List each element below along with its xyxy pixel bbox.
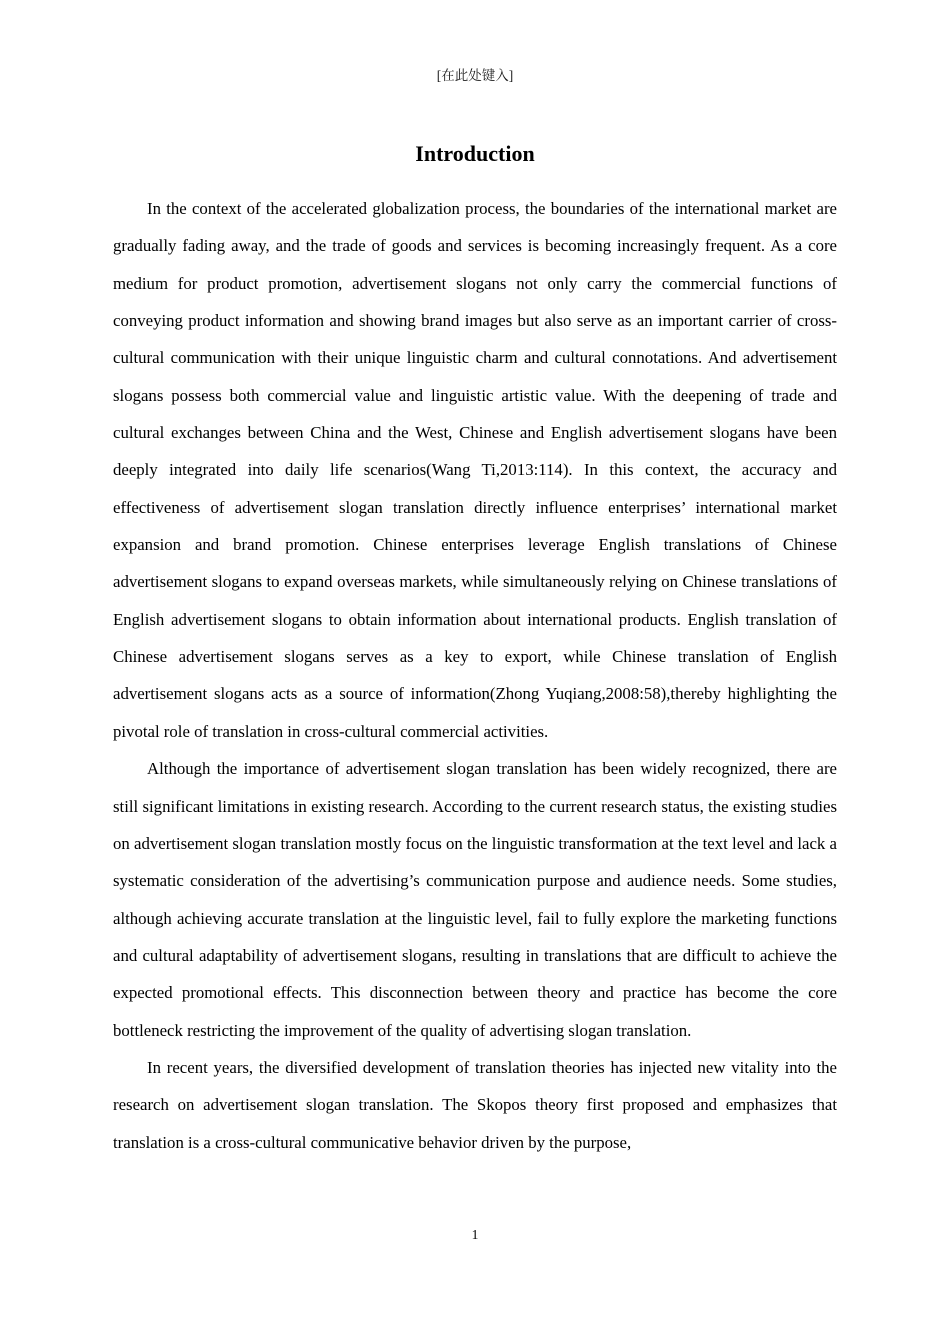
- header-type-here-placeholder: [在此处键入]: [436, 68, 514, 83]
- paragraph-intro-globalization: In the context of the accelerated globalization process, the boundaries of the international market are gradually fading away, and the trade of goods and services is becoming increasingly frequent. As a core medium for product promotion, advertisement slogans not only carry the commercial functions of conveying product information and showing brand images but also serve as an important carrier of cross-cultural communication with their unique linguistic charm and cultural connotations. And advertisement slogans possess both commercial value and linguistic artistic value. With the deepening of trade and cultural exchanges between China and the West, Chinese and English advertisement slogans have been deeply integrated into daily life scenarios(Wang Ti,2013:114). In this context, the accuracy and effectiveness of advertisement slogan translation directly influence enterprises’ international market expansion and brand promotion. Chinese enterprises leverage English translations of Chinese advertisement slogans to expand overseas markets, while simultaneously relying on Chinese translations of English advertisement slogans to obtain information about international products. English translation of Chinese advertisement slogans serves as a key to export, while Chinese translation of English advertisement slogans acts as a source of information(Zhong Yuqiang,2008:58),thereby highlighting the pivotal role of translation in cross-cultural commercial activities.: [113, 199, 837, 741]
- document-body: [113, 190, 837, 1161]
- paragraph-research-limitations: Although the importance of advertisement slogan translation has been widely recognized, there are still significant limitations in existing research. According to the current research status, the existing studies on advertisement slogan translation mostly focus on the linguistic transformation at the text level and lack a systematic consideration of the advertising’s communication purpose and audience needs. Some studies, although achieving accurate translation at the linguistic level, fail to fully explore the marketing functions and cultural adaptability of advertisement slogans, resulting in translations that are difficult to achieve the expected promotional effects. This disconnection between theory and practice has become the core bottleneck restricting the improvement of the quality of advertising slogan translation.: [113, 759, 837, 1040]
- section-title: Introduction: [415, 141, 535, 166]
- page-number: 1: [471, 1227, 479, 1242]
- paragraph-translation-theories: In recent years, the diversified development of translation theories has injected new vitality into the research on advertisement slogan translation. The Skopos theory first proposed and emphasizes that translation is a cross-cultural communicative behavior driven by the purpose,: [113, 1057, 837, 1152]
